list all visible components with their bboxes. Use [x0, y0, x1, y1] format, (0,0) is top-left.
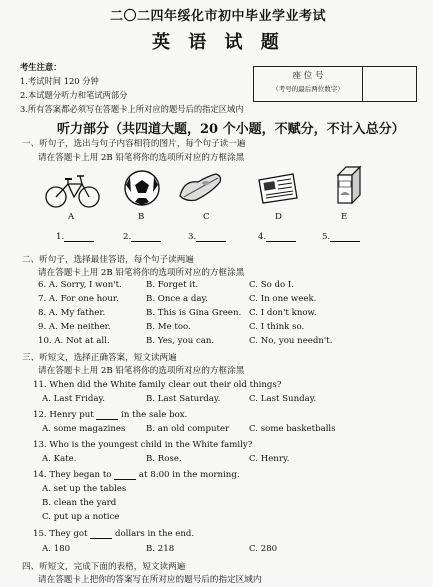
- q12-b: B. an old computer: [146, 424, 230, 434]
- sec3-title: 三、听短文，选择正确答案，短文读两遍: [22, 353, 177, 363]
- sec1-title: 一、听句子，选出与句子内容相符的图片，每个句子读一遍: [22, 139, 246, 149]
- q7-a: 7. A. For one hour.: [38, 294, 119, 304]
- q14-a: A. set up the tables: [42, 484, 127, 494]
- q12-stem-a: 12. Henry put: [33, 410, 94, 420]
- q9-a: 9. A. Me neither.: [38, 322, 111, 332]
- q11-stem: 11. When did the White family clear out their old things?: [33, 380, 282, 390]
- answer-blank-5: [322, 232, 360, 242]
- seat-sublabel: （考号的最后两位数字）: [272, 85, 344, 93]
- pic-letter-a: A: [68, 212, 75, 222]
- soccer-ball-icon: [122, 168, 162, 208]
- blank-line: [96, 419, 118, 420]
- answer-blank-label: 2.: [123, 232, 132, 242]
- q14-c: C. put up a notice: [42, 512, 120, 522]
- blank-line: [330, 241, 360, 242]
- q10-a: 10. A. Not at all.: [38, 336, 110, 346]
- listening-header: 听力部分（共四道大题，20 个小题，不赋分，不计入总分）: [57, 122, 405, 137]
- sec2-instruction: 请在答题卡上用 2B 铅笔将你的选项所对应的方框涂黑: [38, 268, 245, 278]
- q6-a: 6. A. Sorry, I won't.: [38, 280, 122, 290]
- q15-stem-a: 15. They got: [33, 529, 88, 539]
- blank-line: [131, 241, 161, 242]
- q8-a: 8. A. My father.: [38, 308, 106, 318]
- pic-letter-e: E: [341, 212, 348, 222]
- notice-line-3: 3.所有答案都必须写在答题卡上所对应的题号后的指定区域内: [20, 104, 244, 114]
- q14-stem-a: 14. They began to: [33, 470, 112, 480]
- q11-a: A. Last Friday.: [42, 394, 105, 404]
- q9-c: C. I think so.: [249, 322, 305, 332]
- q8-b: B. This is Gina Green.: [146, 308, 242, 318]
- sec3-instruction: 请在答题卡上用 2B 铅笔将你的选项所对应的方框涂黑: [38, 366, 245, 376]
- pic-letter-c: C: [203, 212, 210, 222]
- answer-blank-3: [188, 232, 226, 242]
- q13-b: B. Rose.: [146, 454, 182, 464]
- q15-c: C. 280: [249, 544, 278, 554]
- q14-stem-b: at 8:00 in the morning.: [138, 470, 240, 480]
- q10-b: B. Yes, you can.: [146, 336, 215, 346]
- blank-line: [266, 241, 296, 242]
- q12-c: C. some basketballs: [249, 424, 336, 434]
- answer-blank-label: 3.: [188, 232, 197, 242]
- q6-c: C. So do I.: [249, 280, 295, 290]
- blank-line: [64, 241, 94, 242]
- newspaper-icon: [255, 170, 301, 206]
- q6-b: B. Forget it.: [146, 280, 199, 290]
- answer-blank-2: [123, 232, 161, 242]
- seat-label: 座 位 号: [292, 71, 324, 81]
- q13-c: C. Henry.: [249, 454, 290, 464]
- q14-b: B. clean the yard: [42, 498, 117, 508]
- bicycle-icon: [44, 170, 102, 210]
- blank-line: [114, 479, 136, 480]
- notice-line-2: 2.本试题分听力和笔试两部分: [20, 90, 128, 100]
- q14-stem: [33, 470, 240, 480]
- answer-blank-1: [56, 232, 94, 242]
- q12-a: A. some magazines: [42, 424, 126, 434]
- pic-letter-d: D: [275, 212, 282, 222]
- pic-letter-b: B: [138, 212, 145, 222]
- q10-c: C. No, you needn't.: [249, 336, 333, 346]
- seat-number-box: [253, 66, 417, 102]
- sec1-instruction: 请在答题卡上用 2B 铅笔将你的选项所对应的方框涂黑: [38, 153, 245, 163]
- q13-a: A. Kate.: [42, 454, 77, 464]
- q15-a: A. 180: [42, 544, 71, 554]
- q7-c: C. In one week.: [249, 294, 317, 304]
- q12-stem: [33, 410, 187, 420]
- shoe-icon: [176, 170, 226, 206]
- q8-c: C. I don't know.: [249, 308, 317, 318]
- exam-title: 二〇二四年绥化市初中毕业学业考试: [110, 9, 327, 24]
- q9-b: B. Me too.: [146, 322, 191, 332]
- answer-blank-label: 5.: [322, 232, 331, 242]
- q13-stem: 13. Who is the youngest child in the White family?: [33, 440, 253, 450]
- answer-blank-label: 1.: [56, 232, 65, 242]
- q15-stem-b: dollars in the end.: [114, 529, 195, 539]
- subject-title: 英 语 试 题: [152, 32, 285, 53]
- q12-stem-b: in the sale box.: [121, 410, 188, 420]
- q11-b: B. Last Saturday.: [146, 394, 221, 404]
- notice-line-1: 1.考试时间 120 分钟: [20, 76, 99, 86]
- q15-stem: [33, 529, 194, 539]
- blank-line: [90, 538, 112, 539]
- q7-b: B. Once a day.: [146, 294, 208, 304]
- seat-divider: [362, 67, 363, 101]
- sec2-title: 二、听句子，选择最佳答语，每个句子读两遍: [22, 255, 194, 265]
- answer-blank-label: 4.: [258, 232, 267, 242]
- q15-b: B. 218: [146, 544, 175, 554]
- sec4-instruction: 请在答题卡上把你的答案写在所对应的题号后的指定区域内: [38, 575, 262, 585]
- blank-line: [196, 241, 226, 242]
- milk-carton-icon: [330, 165, 364, 207]
- q11-c: C. Last Sunday.: [249, 394, 317, 404]
- notice-heading: 考生注意：: [20, 62, 62, 72]
- sec4-title: 四、听短文，完成下面的表格，短文读两遍: [22, 562, 186, 572]
- answer-blank-4: [258, 232, 296, 242]
